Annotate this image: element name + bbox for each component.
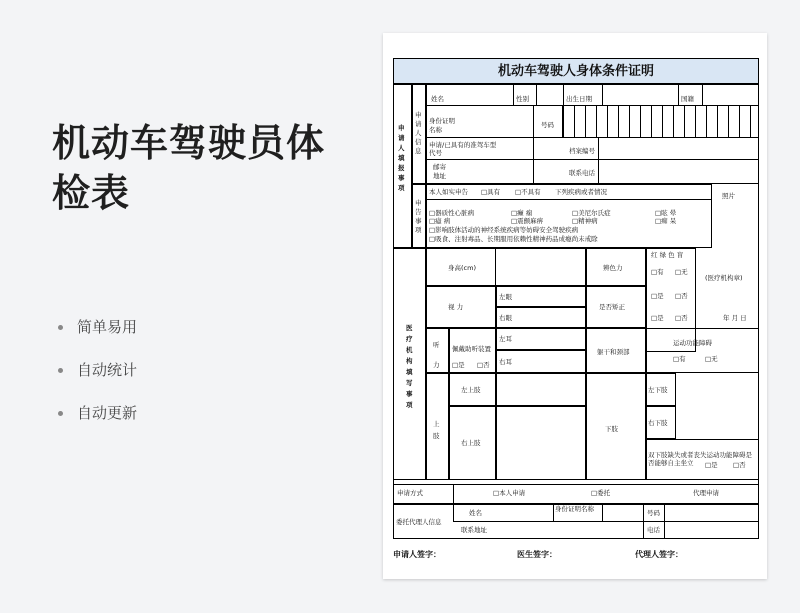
label-apply: 申请方式 xyxy=(397,489,423,497)
rg-has[interactable]: □有 xyxy=(651,268,664,276)
headline-line-2: 检表 xyxy=(52,171,131,215)
motor-has[interactable]: □有 xyxy=(673,355,686,363)
disease-4[interactable]: □眩 晕 xyxy=(655,209,677,217)
label-right-upper: 右上肢 xyxy=(461,439,481,447)
label-id-name: 身份证明名称 xyxy=(429,117,455,134)
disease-5[interactable]: □癔 病 xyxy=(429,217,451,225)
label-neck: 躯干和颈部 xyxy=(597,348,630,356)
bullet-2: 自动统计 xyxy=(58,359,137,380)
agent-addr: 联系地址 xyxy=(461,526,487,534)
agent-phone: 电话 xyxy=(647,526,660,534)
disease-6[interactable]: □震颤麻痹 xyxy=(511,217,544,225)
label-motor: 运动功能障碍 xyxy=(673,339,712,347)
corr-left-yes[interactable]: □是 xyxy=(651,292,664,300)
label-name: 姓名 xyxy=(431,95,444,103)
label-right-ear: 右耳 xyxy=(499,358,512,366)
disease-2[interactable]: □癫 痫 xyxy=(511,209,533,217)
both-no[interactable]: □否 xyxy=(733,461,746,469)
sig-applicant: 申请人签字： xyxy=(393,550,441,559)
bullet-3: 自动更新 xyxy=(58,402,137,423)
label-hearing: 听力 xyxy=(433,341,440,369)
aid-no[interactable]: □否 xyxy=(477,361,490,369)
label-left-eye: 左眼 xyxy=(499,293,512,301)
disease-8[interactable]: □痴 呆 xyxy=(655,217,677,225)
form-title: 机动车驾驶人身体条件证明 xyxy=(393,58,759,84)
label-phone: 联系电话 xyxy=(569,169,595,177)
label-color: 辨色力 xyxy=(603,264,623,272)
label-lower: 下肢 xyxy=(605,425,618,433)
label-right-eye: 右眼 xyxy=(499,314,512,322)
motor-none[interactable]: □无 xyxy=(705,355,718,363)
agent-id: 身份证明名称 xyxy=(555,505,594,513)
declare-intro: 本人如实申告 xyxy=(429,188,468,196)
label-left-upper: 左上肢 xyxy=(461,386,481,394)
corr-right-no[interactable]: □否 xyxy=(675,314,688,322)
agent-no: 号码 xyxy=(647,509,660,517)
corr-right-yes[interactable]: □是 xyxy=(651,314,664,322)
label-file-no: 档案编号 xyxy=(569,147,595,155)
apply-divider xyxy=(453,484,454,504)
corr-left-no[interactable]: □否 xyxy=(675,292,688,300)
label-height: 身高(cm) xyxy=(448,264,476,272)
date-label: 年 月 日 xyxy=(723,314,747,322)
stamp-label: (医疗机构章) xyxy=(705,274,743,282)
label-vision: 视 力 xyxy=(448,303,464,311)
disease-3[interactable]: □美尼尔氏症 xyxy=(572,209,611,217)
cell-motor xyxy=(646,328,759,373)
section-medical: 医疗机构填写事项 xyxy=(406,324,413,409)
disease-10[interactable]: □吸食、注射毒品、长期服用依赖性精神药品成瘾尚未戒除 xyxy=(429,235,598,243)
declare-has[interactable]: □具有 xyxy=(481,188,501,196)
label-left-lower: 左下肢 xyxy=(648,386,668,394)
apply-self[interactable]: □本人申请 xyxy=(493,489,526,497)
section-applicant: 申请人填报事项 xyxy=(398,124,405,192)
label-upper: 上肢 xyxy=(433,420,440,440)
declare-divider xyxy=(426,199,712,200)
label-id-no: 号码 xyxy=(541,121,554,129)
label-right-lower: 右下肢 xyxy=(648,419,668,427)
section-declare: 申告事项 xyxy=(415,199,422,234)
headline-line-1: 机动车驾驶员体 xyxy=(52,121,326,165)
label-dob: 出生日期 xyxy=(566,95,592,103)
val-right-upper xyxy=(496,406,586,480)
id-digit-boxes xyxy=(563,106,759,138)
agent-name: 姓名 xyxy=(469,509,482,517)
bullet-1: 简单易用 xyxy=(58,316,137,337)
val-left-upper xyxy=(496,373,586,406)
agent-row-1 xyxy=(453,504,759,522)
headline xyxy=(52,118,325,218)
label-both-lower: 双下肢缺失或者丧失运动功能障碍是否能够自主坐立 xyxy=(648,451,752,467)
label-gender: 性别 xyxy=(516,95,529,103)
label-agent-info: 委托代理人信息 xyxy=(396,518,442,526)
declare-following: 下列疾病或者情况 xyxy=(555,188,607,196)
bullet-dot-icon xyxy=(58,411,63,416)
label-aid: 佩戴助听装置 xyxy=(452,345,491,353)
label-corrected: 是否矫正 xyxy=(599,303,625,311)
bullet-dot-icon xyxy=(58,325,63,330)
label-address: 邮寄地址 xyxy=(433,163,446,180)
both-yes[interactable]: □是 xyxy=(705,461,718,469)
sig-doctor: 医生签字： xyxy=(517,550,557,559)
section-info: 申请人信息 xyxy=(415,111,422,155)
disease-7[interactable]: □精神病 xyxy=(572,217,598,225)
apply-agent: 代理申请 xyxy=(693,489,719,497)
aid-yes[interactable]: □是 xyxy=(452,361,465,369)
label-red-green: 红 绿 色 盲 xyxy=(651,251,684,259)
apply-entrust[interactable]: □委托 xyxy=(591,489,611,497)
sig-agent: 代理人签字： xyxy=(635,550,683,559)
disease-9[interactable]: □影响肢体活动的神经系统疾病等妨碍安全驾驶疾病 xyxy=(429,226,579,234)
photo-label: 照片 xyxy=(722,192,735,200)
bullet-dot-icon xyxy=(58,368,63,373)
form-preview xyxy=(383,33,767,579)
rg-none[interactable]: □无 xyxy=(675,268,688,276)
label-nationality: 国籍 xyxy=(681,95,694,103)
label-license: 申请/已具有的准驾车型代号 xyxy=(429,141,497,157)
disease-1[interactable]: □器质性心脏病 xyxy=(429,209,475,217)
label-left-ear: 左耳 xyxy=(499,335,512,343)
declare-not-has[interactable]: □不具有 xyxy=(515,188,541,196)
